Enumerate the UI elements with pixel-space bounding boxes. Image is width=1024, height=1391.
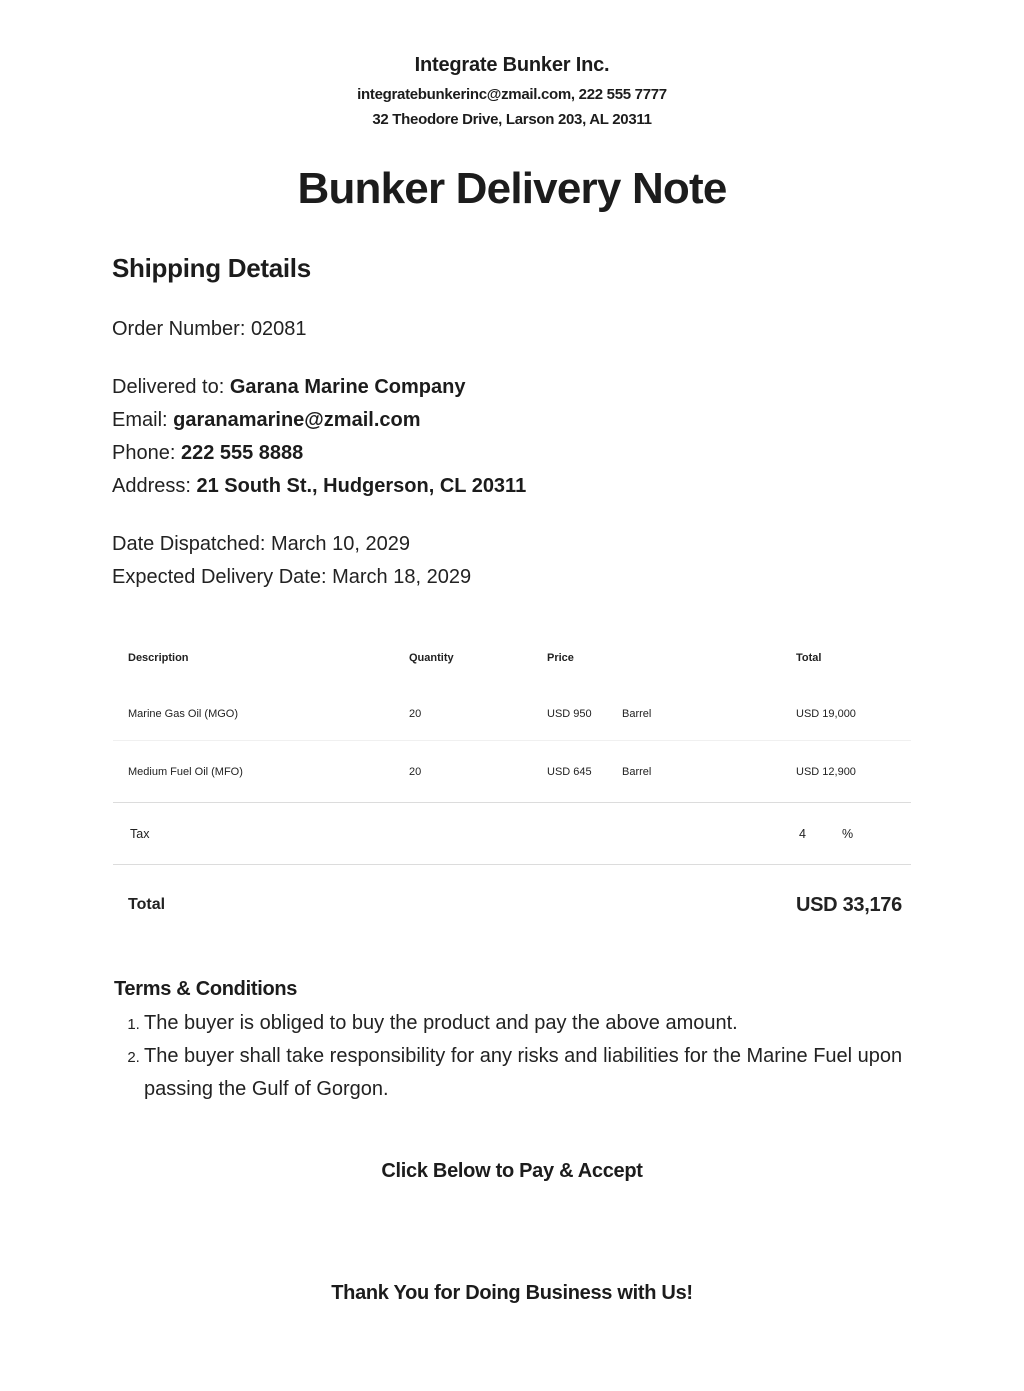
customer-email	[112, 409, 421, 432]
tax-value-cell	[796, 803, 911, 865]
phone-label: Phone:	[112, 442, 181, 464]
row-quantity: 20	[409, 741, 547, 803]
delivered-to-value: Garana Marine Company	[229, 376, 466, 398]
document-title: Bunker Delivery Note	[297, 164, 727, 213]
row-total: USD 12,900	[796, 741, 911, 803]
company-name: Integrate Bunker Inc.	[414, 54, 610, 76]
row-description: Marine Gas Oil (MGO)	[113, 688, 409, 741]
email-label: Email:	[112, 409, 174, 431]
grand-total-row	[113, 865, 911, 946]
address-value: 21 South St., Hudgerson, CL 20311	[196, 475, 527, 497]
delivered-to	[112, 376, 465, 399]
row-unit: Barrel	[622, 741, 796, 803]
header-quantity: Quantity	[409, 652, 454, 664]
expected-delivery-value: March 18, 2029	[332, 566, 472, 588]
grand-total-value: USD 33,176	[796, 893, 902, 916]
order-number-label: Order Number:	[112, 318, 251, 340]
customer-address	[112, 475, 526, 498]
header-total: Total	[796, 652, 822, 664]
terms-item: 2. The buyer shall take responsibility for any risks and liabilities for the Marine Fuel upon passing the Gulf of Gorgon.	[144, 1040, 934, 1106]
header-price: Price	[547, 652, 574, 664]
email-value[interactable]: garanamarine@zmail.com	[173, 409, 421, 431]
thank-you-message: Thank You for Doing Business with Us!	[331, 1282, 693, 1304]
shipping-details-heading: Shipping Details	[112, 253, 311, 283]
terms-heading: Terms & Conditions	[114, 978, 298, 1000]
table-row	[113, 688, 911, 741]
row-unit: Barrel	[622, 688, 796, 741]
tax-unit: %	[841, 826, 854, 841]
grand-total-label: Total	[128, 896, 166, 913]
row-total: USD 19,000	[796, 688, 911, 741]
delivered-to-label: Delivered to:	[112, 376, 230, 398]
customer-phone	[112, 442, 303, 465]
pay-accept-prompt: Click Below to Pay & Accept	[381, 1160, 643, 1182]
tax-value: 4	[799, 826, 806, 841]
company-address: 32 Theodore Drive, Larson 203, AL 20311	[372, 111, 652, 128]
items-table	[113, 628, 911, 945]
date-dispatched	[112, 533, 410, 556]
tax-label: Tax	[113, 803, 409, 865]
company-contact: integratebunkerinc@zmail.com, 222 555 7777	[357, 86, 667, 103]
header-unit	[622, 628, 796, 688]
order-number-value: 02081	[250, 318, 307, 340]
phone-value: 222 555 8888	[180, 442, 304, 464]
order-number	[112, 318, 307, 341]
terms-item: 1. The buyer is obliged to buy the product and pay the above amount.	[144, 1007, 934, 1040]
table-header-row	[113, 628, 911, 688]
expected-delivery-date	[112, 566, 471, 589]
address-label: Address:	[112, 475, 197, 497]
table-row	[113, 741, 911, 803]
row-quantity: 20	[409, 688, 547, 741]
header-description: Description	[128, 652, 189, 664]
row-price: USD 645	[547, 741, 622, 803]
date-dispatched-label: Date Dispatched:	[112, 533, 271, 555]
row-price: USD 950	[547, 688, 622, 741]
row-description: Medium Fuel Oil (MFO)	[113, 741, 409, 803]
date-dispatched-value: March 10, 2029	[270, 533, 410, 555]
terms-list	[112, 1007, 934, 1106]
tax-row	[113, 803, 911, 865]
expected-delivery-label: Expected Delivery Date:	[112, 566, 333, 588]
